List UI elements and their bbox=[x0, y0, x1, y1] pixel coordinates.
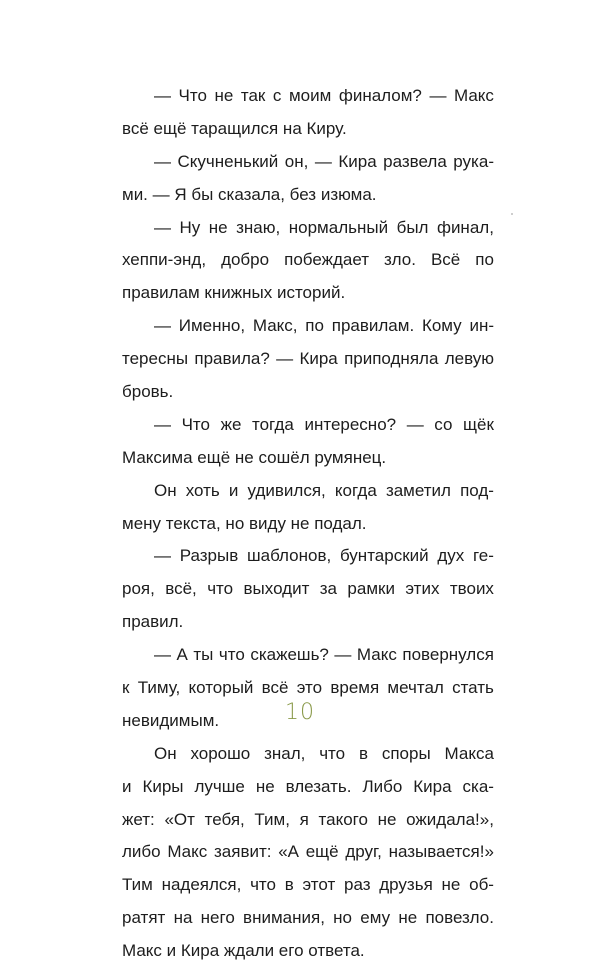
text-line: роя, всё, что выходит за рамки этих твоих bbox=[122, 579, 494, 599]
text-line: тересны правила? — Кира приподняла левую bbox=[122, 349, 494, 369]
text-line: Максима ещё не сошёл румянец. bbox=[122, 447, 387, 467]
text-line: — Разрыв шаблонов, бунтарский дух ге- bbox=[154, 546, 494, 566]
text-line: — Ну не знаю, нормальный был финал, bbox=[154, 217, 494, 237]
text-line: Он хоть и удивился, когда заметил под- bbox=[154, 480, 494, 500]
text-line: ми. — Я бы сказала, без изюма. bbox=[122, 184, 377, 204]
text-line: либо Макс заявит: «А ещё друг, называется!» bbox=[122, 842, 494, 862]
text-line: Макс и Кира ждали его ответа. bbox=[122, 941, 365, 961]
text-line: Тим надеялся, что в этот раз друзья не об- bbox=[122, 875, 494, 895]
text-line: Он хорошо знал, что в споры Макса bbox=[154, 743, 494, 763]
text-line: жет: «От тебя, Тим, я такого не ожидала!», bbox=[122, 809, 494, 829]
text-line: к Тиму, который всё это время мечтал стать bbox=[122, 678, 494, 698]
text-line: — Что не так с моим финалом? — Макс bbox=[154, 86, 494, 105]
text-line: правил. bbox=[122, 612, 184, 632]
paper-speck bbox=[511, 213, 513, 215]
text-line: — Именно, Макс, по правилам. Кому ин- bbox=[154, 316, 494, 336]
text-line: правилам книжных историй. bbox=[122, 283, 346, 303]
page-number: 10 bbox=[285, 700, 315, 725]
text-line: всё ещё таращился на Киру. bbox=[122, 118, 347, 138]
text-line: хеппи-энд, добро побеждает зло. Всё по bbox=[122, 250, 494, 270]
text-line: мену текста, но виду не подал. bbox=[122, 513, 367, 533]
text-line: бровь. bbox=[122, 382, 174, 402]
text-line: ратят на него внимания, но ему не повезло. bbox=[122, 908, 494, 928]
text-line: невидимым. bbox=[122, 710, 220, 730]
text-line: — Что же тогда интересно? — со щёк bbox=[154, 414, 494, 434]
body-text bbox=[122, 80, 494, 968]
text-line: — Скучненький он, — Кира развела рука- bbox=[154, 151, 494, 171]
text-line: и Киры лучше не влезать. Либо Кира ска- bbox=[122, 776, 494, 796]
text-line: — А ты что скажешь? — Макс повернулся bbox=[154, 645, 494, 665]
